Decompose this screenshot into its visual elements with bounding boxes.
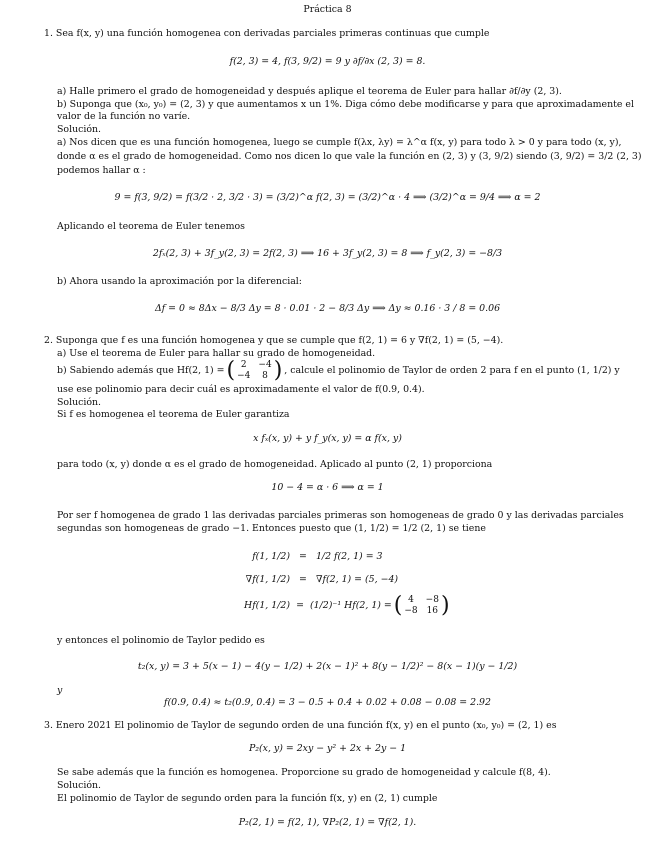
table-row: f(1, 1/2) = 1/2 f(2, 1) = 3 (252, 551, 383, 562)
hessian-entry: 2 (240, 360, 247, 370)
hessian-entry: 4 (408, 595, 414, 605)
hessian-entry: 8 (262, 371, 268, 381)
problem-1-euler-intro: Aplicando el teorema de Euler tenemos (57, 221, 245, 232)
problem-1-part-a: a) Halle primero el grado de homogeneidad y después aplique el teorema de Euler para hallar ∂f/∂y (2, 3). (57, 86, 562, 97)
left-paren-icon: ( (226, 358, 236, 383)
problem-1-solution-label: Solución. (57, 124, 102, 135)
problem-3-statement: 3. Enero 2021 El polinomio de Taylor de segundo orden de una función f(x, y) en el punto (x₀, y₀) = (2, 1) es (44, 720, 557, 731)
right-paren-icon: ) (440, 593, 450, 618)
hessian-entry: −4 (258, 360, 272, 370)
hessian-matrix-scaled (394, 595, 450, 617)
table-row: Hf(1, 1/2) = (1/2)⁻¹ Hf(2, 1) = ( 4 −8 −8 16 ) (244, 593, 450, 618)
problem-2-euler-equation: x fₓ(x, y) + y f_y(x, y) = α f(x, y) (253, 433, 402, 444)
problem-3-solution-line-1: El polinomio de Taylor de segundo orden para la función f(x, y) en (2, 1) cumple (57, 793, 438, 804)
problem-1-given-equation: f(2, 3) = 4, f(3, 9/2) = 9 y ∂f/∂x (2, 3) = 8. (229, 56, 426, 67)
left-paren-icon: ( (393, 593, 403, 618)
problem-3-taylor-polynomial: P₂(x, y) = 2xy − y² + 2x + 2y − 1 (248, 743, 407, 754)
problem-2-statement: 2. Suponga que f es una función homogenea y que se cumple que f(2, 1) = 6 y ∇f(2, 1) = (5, −4). (44, 335, 504, 346)
problem-2-solution-line-3: Por ser f homogenea de grado 1 las derivadas parciales primeras son homogeneas de grado 0 y las derivadas parciales (57, 510, 624, 521)
hessian-entry: −8 (404, 606, 418, 616)
problem-3-solution-label: Solución. (57, 780, 102, 791)
problem-3-final-equation: P₂(2, 1) = f(2, 1), ∇P₂(2, 1) = ∇f(2, 1). (238, 817, 417, 828)
hessian-entry: −8 (425, 595, 439, 605)
problem-1-euler-equation: 2fₓ(2, 3) + 3f_y(2, 3) = 2f(2, 3) ⟹ 16 + 3f_y(2, 3) = 8 ⟹ f_y(2, 3) = −8/3 (152, 248, 503, 259)
problem-2-part-b-line-1 (57, 360, 620, 382)
problem-1-alpha-equation: 9 = f(3, 9/2) = f(3/2 · 2, 3/2 · 3) = (3/2)^α f(2, 3) = (3/2)^α · 4 ⟹ (3/2)^α = 9/4 ⟹ α = 2 (114, 192, 541, 203)
problem-1-solution-a-line-1: a) Nos dicen que es una función homogenea, luego se cumple f(λx, λy) = λ^α f(x, y) para todo λ > 0 y para todo (x, y), (57, 137, 622, 148)
problem-2-y-label: y (57, 685, 63, 696)
problem-1-statement: 1. Sea f(x, y) una función homogenea con derivadas parciales primeras continuas que cumple (44, 28, 490, 39)
problem-1-part-b-line-2: valor de la función no varíe. (57, 111, 191, 122)
problem-2-part-b-suffix: , calcule el polinomio de Taylor de orden 2 para f en el punto (1, 1/2) y (284, 365, 620, 376)
problem-2-alpha-equation: 10 − 4 = α · 6 ⟹ α = 1 (271, 482, 384, 493)
hessian-entry: −4 (237, 371, 251, 381)
problem-1-part-b-line-1: b) Suponga que (x₀, y₀) = (2, 3) y que aumentamos x un 1%. Diga cómo debe modificarse y para que aproximadamente el (57, 99, 634, 110)
right-paren-icon: ) (273, 358, 283, 383)
problem-2-part-a: a) Use el teorema de Euler para hallar su grado de homogeneidad. (57, 348, 376, 359)
problem-3-statement-line-2: Se sabe además que la función es homogenea. Proporcione su grado de homogeneidad y calcule f(8, 4). (57, 767, 551, 778)
problem-2-taylor-equation: t₂(x, y) = 3 + 5(x − 1) − 4(y − 1/2) + 2(x − 1)² + 8(y − 1/2)² − 8(x − 1)(y − 1/2) (137, 661, 518, 672)
problem-2-solution-line-2: para todo (x, y) donde α es el grado de homogeneidad. Aplicado al punto (2, 1) proporciona (57, 459, 493, 470)
page-title: Práctica 8 (303, 4, 352, 15)
problem-2-solution-label: Solución. (57, 397, 102, 408)
problem-1-solution-a-line-3: podemos hallar α : (57, 165, 146, 176)
table-row: ∇f(1, 1/2) = ∇f(2, 1) = (5, −4) (245, 574, 399, 585)
problem-1-solution-b: b) Ahora usando la aproximación por la diferencial: (57, 276, 302, 287)
problem-1-differential-equation: Δf = 0 ≈ 8Δx − 8/3 Δy = 8 · 0.01 · 2 − 8/3 Δy ⟹ Δy ≈ 0.16 · 3 / 8 = 0.06 (154, 303, 501, 314)
hessian-entry: 16 (426, 606, 439, 616)
hessian-matrix (227, 360, 283, 382)
problem-2-solution-line-4: segundas son homogeneas de grado −1. Entonces puesto que (1, 1/2) = 1/2 (2, 1) se tiene (57, 523, 486, 534)
problem-2-approx-equation: f(0.9, 0.4) ≈ t₂(0.9, 0.4) = 3 − 0.5 + 0.4 + 0.02 + 0.08 − 0.08 = 2.92 (164, 697, 491, 708)
problem-2-solution-line-1: Si f es homogenea el teorema de Euler garantiza (57, 409, 290, 420)
problem-2-part-b-prefix: b) Sabiendo además que Hf(2, 1) = (57, 365, 225, 376)
problem-1-solution-a-line-2: donde α es el grado de homogeneidad. Como nos dicen lo que vale la función en (2, 3) y (3, 9/2) siendo (3, 9/2) = 3/2 (2, 3) (57, 151, 642, 162)
problem-2-solution-line-5: y entonces el polinomio de Taylor pedido es (57, 635, 265, 646)
problem-2-part-b-line-2: use ese polinomio para decir cuál es aproximadamente el valor de f(0.9, 0.4). (57, 384, 425, 395)
